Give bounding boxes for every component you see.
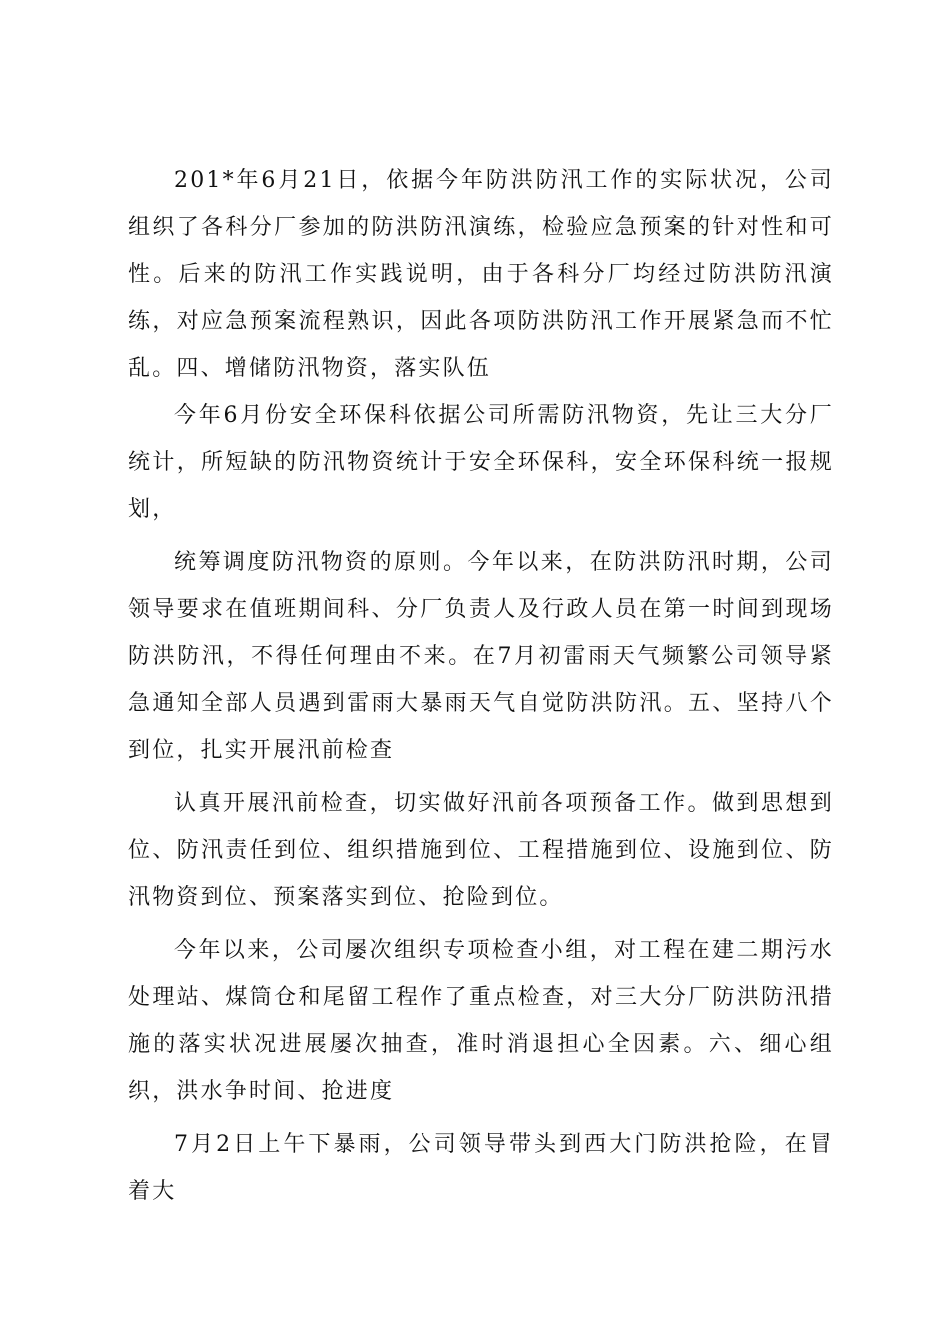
paragraph-4: 认真开展汛前检查，切实做好汛前各项预备工作。做到思想到位、防汛责任到位、组织措施到位、工程措施到位、设施到位、防汛物资到位、预案落实到位、抢险到位。 bbox=[128, 791, 834, 910]
document-body bbox=[128, 157, 834, 1215]
paragraph-3: 统筹调度防汛物资的原则。今年以来，在防洪防汛时期，公司领导要求在值班期间科、分厂负责人及行政人员在第一时间到现场防洪防汛，不得任何理由不来。在7月初雷雨天气频繁公司领导紧急通知全部人员遇到雷雨大暴雨天气自觉防洪防汛。五、坚持八个到位，扎实开展汛前检查 bbox=[128, 550, 834, 763]
paragraph-2: 今年6月份安全环保科依据公司所需防汛物资，先让三大分厂统计，所短缺的防汛物资统计于安全环保科，安全环保科统一报规划， bbox=[128, 403, 834, 522]
paragraph-1: 201*年6月21日，依据今年防洪防汛工作的实际状况，公司组织了各科分厂参加的防洪防汛演练，检验应急预案的针对性和可性。后来的防汛工作实践说明，由于各科分厂均经过防洪防汛演练，对应急预案流程熟识，因此各项防洪防汛工作开展紧急而不忙乱。四、增储防汛物资，落实队伍 bbox=[128, 168, 834, 381]
paragraph-6: 7月2日上午下暴雨，公司领导带头到西大门防洪抢险，在冒着大 bbox=[128, 1132, 834, 1204]
paragraph-5: 今年以来，公司屡次组织专项检查小组，对工程在建二期污水处理站、煤筒仓和尾留工程作了重点检查，对三大分厂防洪防汛措施的落实状况进展屡次抽查，准时消退担心全因素。六、细心组织，洪水争时间、抢进度 bbox=[128, 938, 834, 1104]
